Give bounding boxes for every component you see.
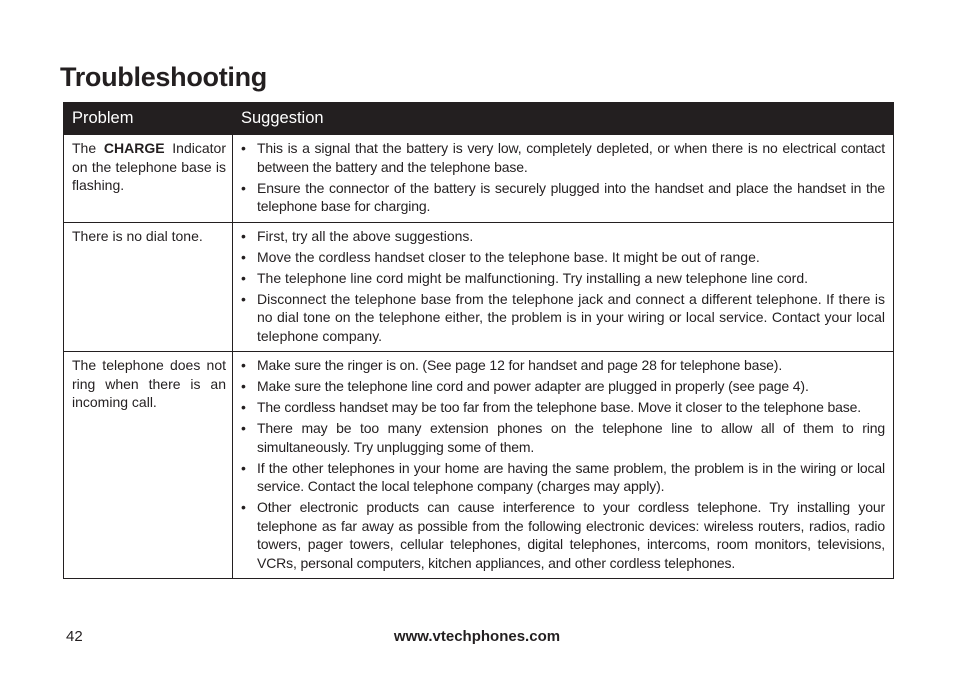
suggestion-list [239,227,885,346]
footer-url: www.vtechphones.com [393,628,561,645]
suggestion-text: This is a signal that the battery is very low, completely depleted, or when there is no electrical contact between the battery and the telephone base. [257,140,885,175]
suggestion-text: Make sure the ringer is on. (See page 12 for handset and page 28 for telephone base). [257,357,783,373]
header-suggestion: Suggestion [233,103,894,135]
table-header-row [64,103,894,135]
problem-text-post: Indicator on the telephone base is flashing. [72,140,226,193]
bullet-icon: • [241,459,246,476]
suggestion-item [239,179,885,216]
suggestion-text: If the other telephones in your home are having the same problem, the problem is in the wiring or local service. Contact the local telephone company (charges may apply). [257,459,885,494]
bullet-icon: • [241,357,246,373]
bullet-icon: • [241,179,246,196]
page-number: 42 [66,628,83,645]
suggestion-cell [233,352,894,579]
suggestion-text: Ensure the connector of the battery is securely plugged into the handset and place the handset in the telephone base for charging. [257,179,885,214]
header-problem: Problem [64,103,233,135]
suggestion-item [239,290,885,346]
problem-cell: There is no dial tone. [64,222,233,352]
suggestion-text: There may be too many extension phones on the telephone line to allow all of them to ring simultaneously. Try unplugging some of them. [257,420,885,455]
suggestion-list [239,356,885,572]
suggestion-text: Other electronic products can cause interference to your cordless telephone. Try installing your telephone as far away as possible from the following electronic devices: wireless routers, radios, radio towers, pager towers, cellular telephones, digital telephones, intercoms, room monitors, televisions, VCRs, personal computers, kitchen appliances, and other cordless telephones. [257,499,885,571]
bullet-icon: • [241,399,246,415]
bullet-icon: • [241,269,246,286]
bullet-icon: • [241,378,246,394]
suggestion-item [239,269,885,288]
bullet-icon: • [241,140,246,156]
suggestion-item [239,398,885,417]
suggestion-item [239,459,885,496]
bullet-icon: • [241,227,246,244]
suggestion-item [239,356,885,375]
suggestion-text: First, try all the above suggestions. [257,227,474,244]
suggestion-item [239,377,885,396]
suggestion-item [239,248,885,267]
table-row [64,352,894,579]
suggestion-text: The cordless handset may be too far from the telephone base. Move it closer to the telephone base. [257,399,862,415]
suggestion-text: The telephone line cord might be malfunctioning. Try installing a new telephone line cord. [257,269,808,286]
table-row [64,222,894,352]
troubleshooting-table [63,102,894,579]
suggestion-cell [233,222,894,352]
suggestion-cell [233,135,894,223]
suggestion-item [239,419,885,456]
suggestion-list [239,139,885,216]
problem-cell [64,135,233,223]
problem-cell: The telephone does not ring when there is an incoming call. [64,352,233,579]
page-title: Troubleshooting [60,62,267,92]
suggestion-text: Disconnect the telephone base from the telephone jack and connect a different telephone. If there is no dial tone on the telephone either, the problem is in your wiring or local service. Contact your local telephone company. [257,290,885,344]
suggestion-text: Make sure the telephone line cord and power adapter are plugged in properly (see page 4). [257,378,809,394]
problem-text-pre: The [72,140,104,156]
charge-indicator-label: CHARGE [103,140,165,156]
suggestion-text: Move the cordless handset closer to the telephone base. It might be out of range. [257,248,760,265]
suggestion-item [239,498,885,572]
bullet-icon: • [241,499,246,515]
suggestion-item [239,227,885,246]
bullet-icon: • [241,420,246,436]
suggestion-item [239,139,885,176]
bullet-icon: • [241,248,246,265]
table-row [64,135,894,223]
bullet-icon: • [241,290,246,307]
